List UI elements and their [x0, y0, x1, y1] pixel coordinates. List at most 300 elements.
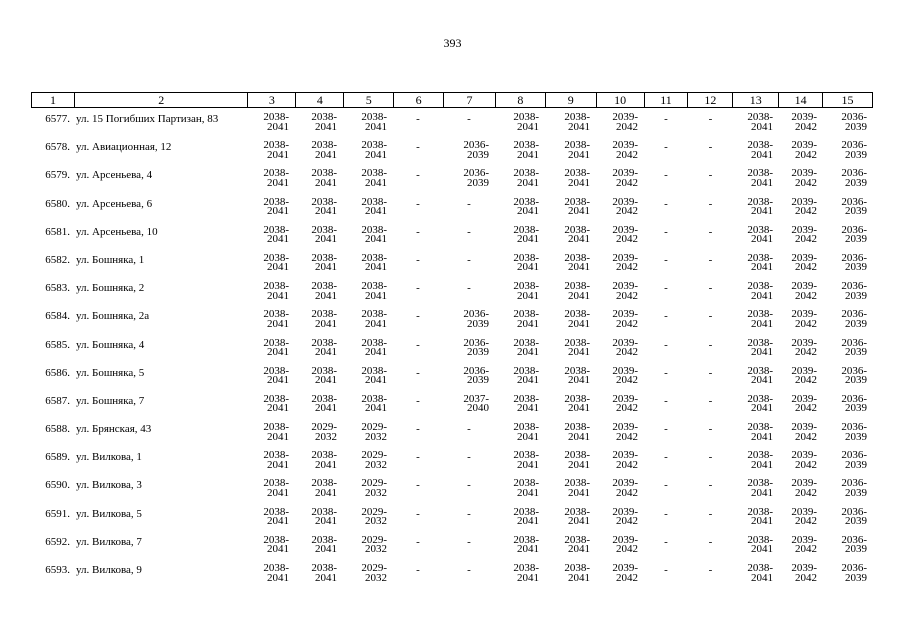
year-part: 2039- — [612, 251, 638, 264]
year-part: 2039 — [467, 374, 489, 387]
value-cell-col-7 — [443, 451, 495, 479]
column-header-13: 13 — [732, 93, 778, 107]
value-cell-col-13 — [733, 113, 779, 141]
value-cell-col-9 — [545, 113, 596, 141]
value-cell-col-3 — [247, 169, 295, 197]
dash-value: - — [416, 479, 420, 492]
value-cell-col-11 — [644, 141, 688, 169]
year-part: 2041 — [568, 346, 590, 358]
dash-value: - — [467, 282, 471, 295]
value-cell-col-7 — [443, 113, 495, 141]
value-cell-col-3 — [247, 364, 295, 395]
value-cell-col-12 — [688, 226, 733, 254]
column-header-11: 11 — [644, 93, 688, 107]
year-part: 2042 — [616, 148, 638, 161]
year-part: 2041 — [568, 261, 590, 274]
value-cell-col-8 — [495, 282, 545, 310]
value-cell-col-9 — [545, 533, 596, 564]
year-part: 2038- — [263, 562, 289, 574]
value-cell-col-11 — [644, 198, 688, 226]
year-part: 2041 — [365, 233, 387, 246]
value-cell-col-4 — [295, 223, 343, 254]
year-part: 2041 — [315, 402, 337, 415]
year-part: 2036- — [463, 308, 489, 321]
value-cell-col-7 — [443, 310, 495, 338]
year-part: 2038- — [513, 505, 539, 518]
year-part: 2038- — [564, 505, 590, 518]
year-part: 2038- — [311, 139, 337, 152]
year-part: 2038- — [564, 308, 590, 321]
year-part: 2036- — [841, 336, 867, 349]
dash-value: - — [416, 225, 420, 238]
row-number: 6590. — [45, 479, 70, 492]
year-part: 2038- — [564, 195, 590, 208]
year-part: 2038- — [564, 392, 590, 405]
row-number: 6582. — [45, 253, 70, 266]
year-part: 2038- — [747, 111, 773, 123]
value-cell-col-7 — [443, 169, 495, 197]
year-part: 2039- — [612, 392, 638, 405]
year-part: 2038- — [263, 533, 289, 546]
year-part: 2038- — [263, 280, 289, 293]
value-cell-col-7 — [443, 564, 495, 592]
year-part: 2032 — [365, 515, 387, 528]
year-part: 2041 — [517, 233, 539, 246]
year-part: 2038- — [361, 280, 387, 293]
value-cell-col-10 — [596, 169, 644, 197]
value-cell-col-10 — [596, 113, 644, 141]
dash-value: - — [664, 564, 668, 576]
column-header-4: 4 — [295, 93, 343, 107]
year-part: 2038- — [361, 308, 387, 321]
value-cell-col-5 — [343, 223, 393, 254]
value-cell-col-15 — [823, 364, 873, 395]
dash-value: - — [664, 169, 668, 182]
year-part: 2042 — [795, 458, 817, 471]
year-part: 2036- — [841, 421, 867, 434]
year-part: 2038- — [513, 280, 539, 293]
year-part: 2039- — [791, 477, 817, 490]
value-cell-col-6 — [393, 198, 443, 226]
year-part: 2041 — [751, 430, 773, 443]
dash-value: - — [467, 564, 471, 576]
year-part: 2039 — [845, 233, 867, 246]
value-cell-col-11 — [644, 113, 688, 141]
year-part: 2041 — [568, 148, 590, 161]
value-cell-col-7 — [443, 254, 495, 282]
year-part: 2041 — [517, 458, 539, 471]
value-cell-col-11 — [644, 451, 688, 479]
value-cell-col-12 — [688, 508, 733, 536]
dash-value: - — [664, 197, 668, 210]
dash-value: - — [664, 282, 668, 295]
value-cell-col-14 — [779, 533, 823, 564]
value-cell-col-9 — [545, 451, 596, 479]
year-part: 2041 — [267, 571, 289, 584]
year-part: 2041 — [517, 176, 539, 189]
value-cell-col-12 — [688, 282, 733, 310]
value-cell-col-7 — [443, 282, 495, 310]
value-cell-col-11 — [644, 310, 688, 338]
year-part: 2041 — [751, 458, 773, 471]
value-cell-col-4 — [295, 195, 343, 226]
year-part: 2041 — [517, 120, 539, 133]
year-part: 2038- — [311, 167, 337, 180]
dash-value: - — [467, 197, 471, 210]
value-cell-col-3 — [247, 336, 295, 367]
value-cell-col-4 — [295, 336, 343, 367]
year-part: 2039 — [845, 374, 867, 387]
dash-value: - — [416, 169, 420, 182]
table-row — [31, 223, 873, 254]
year-part: 2029- — [361, 562, 387, 574]
dash-value: - — [708, 535, 713, 548]
value-cell-col-13 — [733, 310, 779, 338]
year-part: 2039- — [791, 421, 817, 434]
value-cell-col-7 — [443, 536, 495, 564]
value-cell-col-8 — [495, 451, 545, 479]
year-part: 2038- — [263, 477, 289, 490]
year-part: 2039- — [612, 336, 638, 349]
year-part: 2041 — [568, 120, 590, 133]
table-row — [31, 336, 873, 367]
year-part: 2041 — [365, 120, 387, 133]
column-header-14: 14 — [778, 93, 822, 107]
dash-value: - — [416, 451, 420, 464]
column-header-1: 1 — [49, 93, 56, 107]
year-part: 2041 — [365, 289, 387, 302]
value-cell-col-6 — [393, 282, 443, 310]
year-part: 2039- — [791, 533, 817, 546]
value-cell-col-5 — [343, 479, 393, 507]
dash-value: - — [416, 535, 420, 548]
value-cell-col-3 — [247, 451, 295, 479]
year-part: 2039 — [845, 261, 867, 274]
year-part: 2038- — [564, 139, 590, 152]
year-part: 2036- — [841, 477, 867, 490]
year-part: 2041 — [365, 346, 387, 358]
year-part: 2041 — [751, 148, 773, 161]
value-cell-col-14 — [779, 282, 823, 310]
value-cell-col-12 — [688, 339, 733, 367]
value-cell-col-15 — [823, 282, 873, 310]
year-part: 2038- — [513, 308, 539, 321]
year-part: 2039- — [612, 139, 638, 152]
value-cell-col-14 — [779, 336, 823, 367]
table-row — [31, 479, 873, 507]
value-cell-col-9 — [545, 310, 596, 338]
year-part: 2039- — [612, 449, 638, 462]
year-part: 2038- — [513, 167, 539, 180]
table-row — [31, 364, 873, 395]
value-cell-col-15 — [823, 451, 873, 479]
value-cell-col-13 — [733, 451, 779, 479]
dash-value: - — [467, 253, 471, 266]
year-part: 2041 — [751, 346, 773, 358]
year-part: 2041 — [315, 486, 337, 499]
year-part: 2042 — [795, 486, 817, 499]
value-cell-col-12 — [688, 423, 733, 451]
value-cell-col-12 — [688, 198, 733, 226]
year-part: 2041 — [568, 458, 590, 471]
year-part: 2041 — [568, 176, 590, 189]
value-cell-col-15 — [823, 423, 873, 451]
value-cell-col-13 — [733, 223, 779, 254]
year-part: 2042 — [616, 176, 638, 189]
value-cell-col-7 — [443, 423, 495, 451]
year-part: 2038- — [564, 167, 590, 180]
value-cell-col-5 — [343, 533, 393, 564]
year-part: 2039- — [791, 139, 817, 152]
dash-value: - — [708, 507, 713, 520]
value-cell-col-13 — [733, 141, 779, 169]
year-part: 2038- — [747, 336, 773, 349]
year-part: 2042 — [795, 233, 817, 246]
year-part: 2032 — [365, 571, 387, 584]
value-cell-col-6 — [393, 367, 443, 395]
table-row — [31, 141, 873, 169]
year-part: 2042 — [795, 289, 817, 302]
dash-value: - — [664, 507, 668, 520]
value-cell-col-9 — [545, 392, 596, 423]
value-cell-col-3 — [247, 505, 295, 536]
year-part: 2042 — [616, 515, 638, 528]
value-cell-col-14 — [779, 505, 823, 536]
table-row — [31, 451, 873, 479]
year-part: 2038- — [747, 562, 773, 574]
year-part: 2041 — [315, 148, 337, 161]
year-part: 2036- — [841, 308, 867, 321]
value-cell-col-15 — [823, 223, 873, 254]
dash-value: - — [467, 423, 471, 436]
column-header-6: 6 — [393, 93, 443, 107]
value-cell-col-10 — [596, 364, 644, 395]
year-part: 2038- — [311, 562, 337, 574]
year-part: 2039- — [612, 505, 638, 518]
value-cell-col-8 — [495, 423, 545, 451]
year-part: 2036- — [841, 533, 867, 546]
year-part: 2041 — [751, 205, 773, 218]
value-cell-col-4 — [295, 392, 343, 423]
dash-value: - — [708, 197, 713, 210]
dash-value: - — [708, 564, 713, 576]
year-part: 2039 — [467, 148, 489, 161]
year-part: 2041 — [267, 148, 289, 161]
year-part: 2041 — [517, 486, 539, 499]
year-part: 2041 — [315, 571, 337, 584]
value-cell-col-10 — [596, 195, 644, 226]
address-cell: ул. Арсеньева, 4 — [76, 169, 153, 182]
dash-value: - — [664, 394, 668, 407]
year-part: 2041 — [267, 205, 289, 218]
year-part: 2042 — [795, 402, 817, 415]
row-number: 6593. — [45, 564, 70, 576]
year-part: 2029- — [311, 421, 337, 434]
year-part: 2041 — [568, 571, 590, 584]
value-cell-col-8 — [495, 141, 545, 169]
dash-value: - — [416, 338, 420, 351]
year-part: 2041 — [267, 430, 289, 443]
value-cell-col-12 — [688, 254, 733, 282]
row-number: 6579. — [45, 169, 70, 182]
value-cell-col-10 — [596, 505, 644, 536]
year-part: 2042 — [795, 543, 817, 556]
value-cell-col-5 — [343, 169, 393, 197]
value-cell-col-14 — [779, 564, 823, 592]
row-number: 6587. — [45, 394, 70, 407]
value-cell-col-9 — [545, 479, 596, 507]
year-part: 2039 — [845, 289, 867, 302]
value-cell-col-15 — [823, 113, 873, 141]
value-cell-col-9 — [545, 564, 596, 592]
address-cell: ул. Вилкова, 7 — [76, 535, 142, 548]
year-part: 2041 — [365, 176, 387, 189]
row-number: 6592. — [45, 535, 70, 548]
address-cell: ул. Арсеньева, 6 — [76, 197, 153, 210]
value-cell-col-13 — [733, 195, 779, 226]
value-cell-col-15 — [823, 505, 873, 536]
table-row — [31, 392, 873, 423]
value-cell-col-13 — [733, 423, 779, 451]
table-row — [31, 251, 873, 282]
value-cell-col-14 — [779, 169, 823, 197]
value-cell-col-14 — [779, 141, 823, 169]
dash-value: - — [664, 479, 668, 492]
year-part: 2036- — [463, 336, 489, 349]
dash-value: - — [664, 225, 668, 238]
year-part: 2039- — [612, 111, 638, 123]
year-part: 2038- — [263, 392, 289, 405]
dash-value: - — [664, 253, 668, 266]
year-part: 2041 — [517, 289, 539, 302]
dash-value: - — [416, 564, 420, 576]
value-cell-col-6 — [393, 254, 443, 282]
year-part: 2039- — [791, 392, 817, 405]
year-part: 2039 — [845, 120, 867, 133]
year-part: 2042 — [795, 515, 817, 528]
value-cell-col-6 — [393, 339, 443, 367]
year-part: 2041 — [751, 317, 773, 330]
row-number: 6586. — [45, 366, 70, 379]
dash-value: - — [416, 366, 420, 379]
year-part: 2038- — [513, 449, 539, 462]
value-cell-col-4 — [295, 141, 343, 169]
year-part: 2032 — [365, 543, 387, 556]
year-part: 2039- — [791, 223, 817, 236]
year-part: 2036- — [841, 195, 867, 208]
row-number: 6588. — [45, 423, 70, 436]
value-cell-col-3 — [247, 423, 295, 451]
year-part: 2036- — [463, 139, 489, 152]
dash-value: - — [664, 113, 668, 125]
year-part: 2039- — [791, 505, 817, 518]
value-cell-col-8 — [495, 310, 545, 338]
year-part: 2038- — [564, 111, 590, 123]
column-header-2: 2 — [74, 93, 248, 107]
address-cell: ул. Вилкова, 3 — [76, 479, 142, 492]
year-part: 2038- — [747, 195, 773, 208]
row-number: 6584. — [45, 310, 70, 323]
year-part: 2041 — [751, 402, 773, 415]
dash-value: - — [664, 338, 668, 351]
value-cell-col-8 — [495, 336, 545, 367]
row-number: 6577. — [45, 113, 70, 125]
value-cell-col-6 — [393, 564, 443, 592]
value-cell-col-4 — [295, 451, 343, 479]
year-part: 2041 — [365, 402, 387, 415]
year-part: 2041 — [568, 543, 590, 556]
year-part: 2042 — [616, 289, 638, 302]
table-row — [31, 282, 873, 310]
year-part: 2041 — [315, 176, 337, 189]
year-part: 2039- — [791, 195, 817, 208]
year-part: 2036- — [841, 562, 867, 574]
value-cell-col-8 — [495, 169, 545, 197]
column-header-9: 9 — [545, 93, 596, 107]
year-part: 2036- — [841, 111, 867, 123]
year-part: 2041 — [315, 543, 337, 556]
year-part: 2038- — [361, 251, 387, 264]
table-row — [31, 423, 873, 451]
year-part: 2029- — [361, 533, 387, 546]
year-part: 2038- — [747, 251, 773, 264]
value-cell-col-7 — [443, 226, 495, 254]
value-cell-col-11 — [644, 536, 688, 564]
year-part: 2042 — [616, 571, 638, 584]
value-cell-col-3 — [247, 564, 295, 592]
row-number: 6580. — [45, 197, 70, 210]
value-cell-col-5 — [343, 364, 393, 395]
year-part: 2042 — [616, 374, 638, 387]
address-cell: ул. Вилкова, 9 — [76, 564, 142, 576]
value-cell-col-12 — [688, 367, 733, 395]
year-part: 2039- — [612, 421, 638, 434]
dash-value: - — [416, 253, 420, 266]
year-part: 2038- — [564, 223, 590, 236]
value-cell-col-4 — [295, 533, 343, 564]
year-part: 2038- — [747, 167, 773, 180]
year-part: 2041 — [751, 289, 773, 302]
value-cell-col-5 — [343, 251, 393, 282]
value-cell-col-8 — [495, 251, 545, 282]
dash-value: - — [664, 366, 668, 379]
year-part: 2039- — [791, 167, 817, 180]
year-part: 2038- — [513, 421, 539, 434]
year-part: 2038- — [564, 449, 590, 462]
dash-value: - — [708, 141, 713, 154]
year-part: 2038- — [513, 392, 539, 405]
year-part: 2038- — [263, 223, 289, 236]
year-part: 2041 — [315, 233, 337, 246]
year-part: 2039 — [845, 148, 867, 161]
value-cell-col-9 — [545, 223, 596, 254]
year-part: 2042 — [616, 261, 638, 274]
year-part: 2038- — [263, 251, 289, 264]
year-part: 2038- — [513, 336, 539, 349]
year-part: 2039- — [791, 280, 817, 293]
value-cell-col-14 — [779, 364, 823, 395]
year-part: 2038- — [311, 449, 337, 462]
value-cell-col-9 — [545, 364, 596, 395]
year-part: 2041 — [517, 205, 539, 218]
value-cell-col-11 — [644, 479, 688, 507]
table-row — [31, 533, 873, 564]
address-cell: ул. Вилкова, 1 — [76, 451, 142, 464]
year-part: 2036- — [841, 449, 867, 462]
year-part: 2039 — [845, 486, 867, 499]
value-cell-col-8 — [495, 195, 545, 226]
year-part: 2041 — [267, 402, 289, 415]
